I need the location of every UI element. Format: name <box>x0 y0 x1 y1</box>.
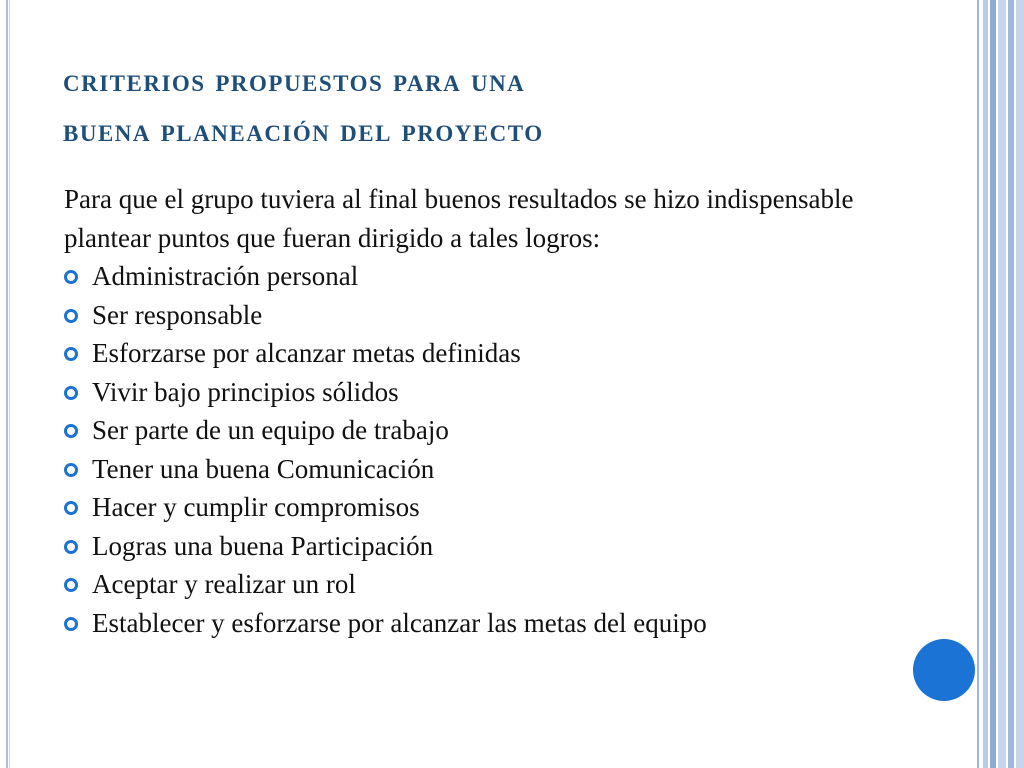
bullet-list <box>64 257 864 637</box>
circle-outline-icon <box>64 386 78 400</box>
list-item <box>64 334 864 373</box>
right-stripe <box>1016 0 1024 768</box>
circle-outline-icon <box>64 347 78 361</box>
blue-circle-icon <box>913 639 975 701</box>
circle-outline-icon <box>64 463 78 477</box>
slide-title <box>63 56 883 156</box>
title-line-2: buena planeación del proyecto <box>63 113 544 149</box>
list-item <box>64 450 864 489</box>
list-item <box>64 565 864 604</box>
right-stripe <box>983 0 988 768</box>
list-item-text: Hacer y cumplir compromisos <box>92 492 420 522</box>
list-item-text: Establecer y esforzarse por alcanzar las metas del equipo <box>92 607 707 638</box>
title-line-1: criterios propuestos para una <box>63 63 526 99</box>
list-item-text: Aceptar y realizar un rol <box>92 569 356 599</box>
right-stripe <box>990 0 996 768</box>
list-item <box>64 604 864 637</box>
list-item <box>64 488 864 527</box>
list-item-text: Logras una buena Participación <box>92 530 434 561</box>
list-item <box>64 411 864 450</box>
list-item-text: Vivir bajo principios sólidos <box>92 376 399 407</box>
list-item <box>64 257 864 296</box>
list-item-text: Ser responsable <box>92 299 263 330</box>
slide-body <box>64 180 864 637</box>
circle-outline-icon <box>64 424 78 438</box>
right-stripe <box>977 0 979 768</box>
frame-line-left-inner <box>9 0 10 768</box>
circle-outline-icon <box>64 540 78 554</box>
circle-outline-icon <box>64 578 78 592</box>
intro-paragraph: Para que el grupo tuviera al final buenos resultados se hizo indispensable plantear puntos que fueran dirigido a tales logros: <box>64 184 854 253</box>
frame-line-left <box>6 0 8 768</box>
list-item <box>64 296 864 335</box>
circle-outline-icon <box>64 309 78 323</box>
list-item-text: Esforzarse por alcanzar metas definidas <box>92 338 521 368</box>
list-item-text: Administración personal <box>92 261 359 291</box>
circle-outline-icon <box>64 617 78 631</box>
right-stripe <box>998 0 1006 768</box>
list-item <box>64 373 864 412</box>
list-item-text: Tener una buena Comunicación <box>92 453 435 484</box>
right-stripe <box>1008 0 1014 768</box>
circle-outline-icon <box>64 270 78 284</box>
list-item <box>64 527 864 566</box>
list-item-text: Ser parte de un equipo de trabajo <box>92 415 449 445</box>
circle-outline-icon <box>64 501 78 515</box>
